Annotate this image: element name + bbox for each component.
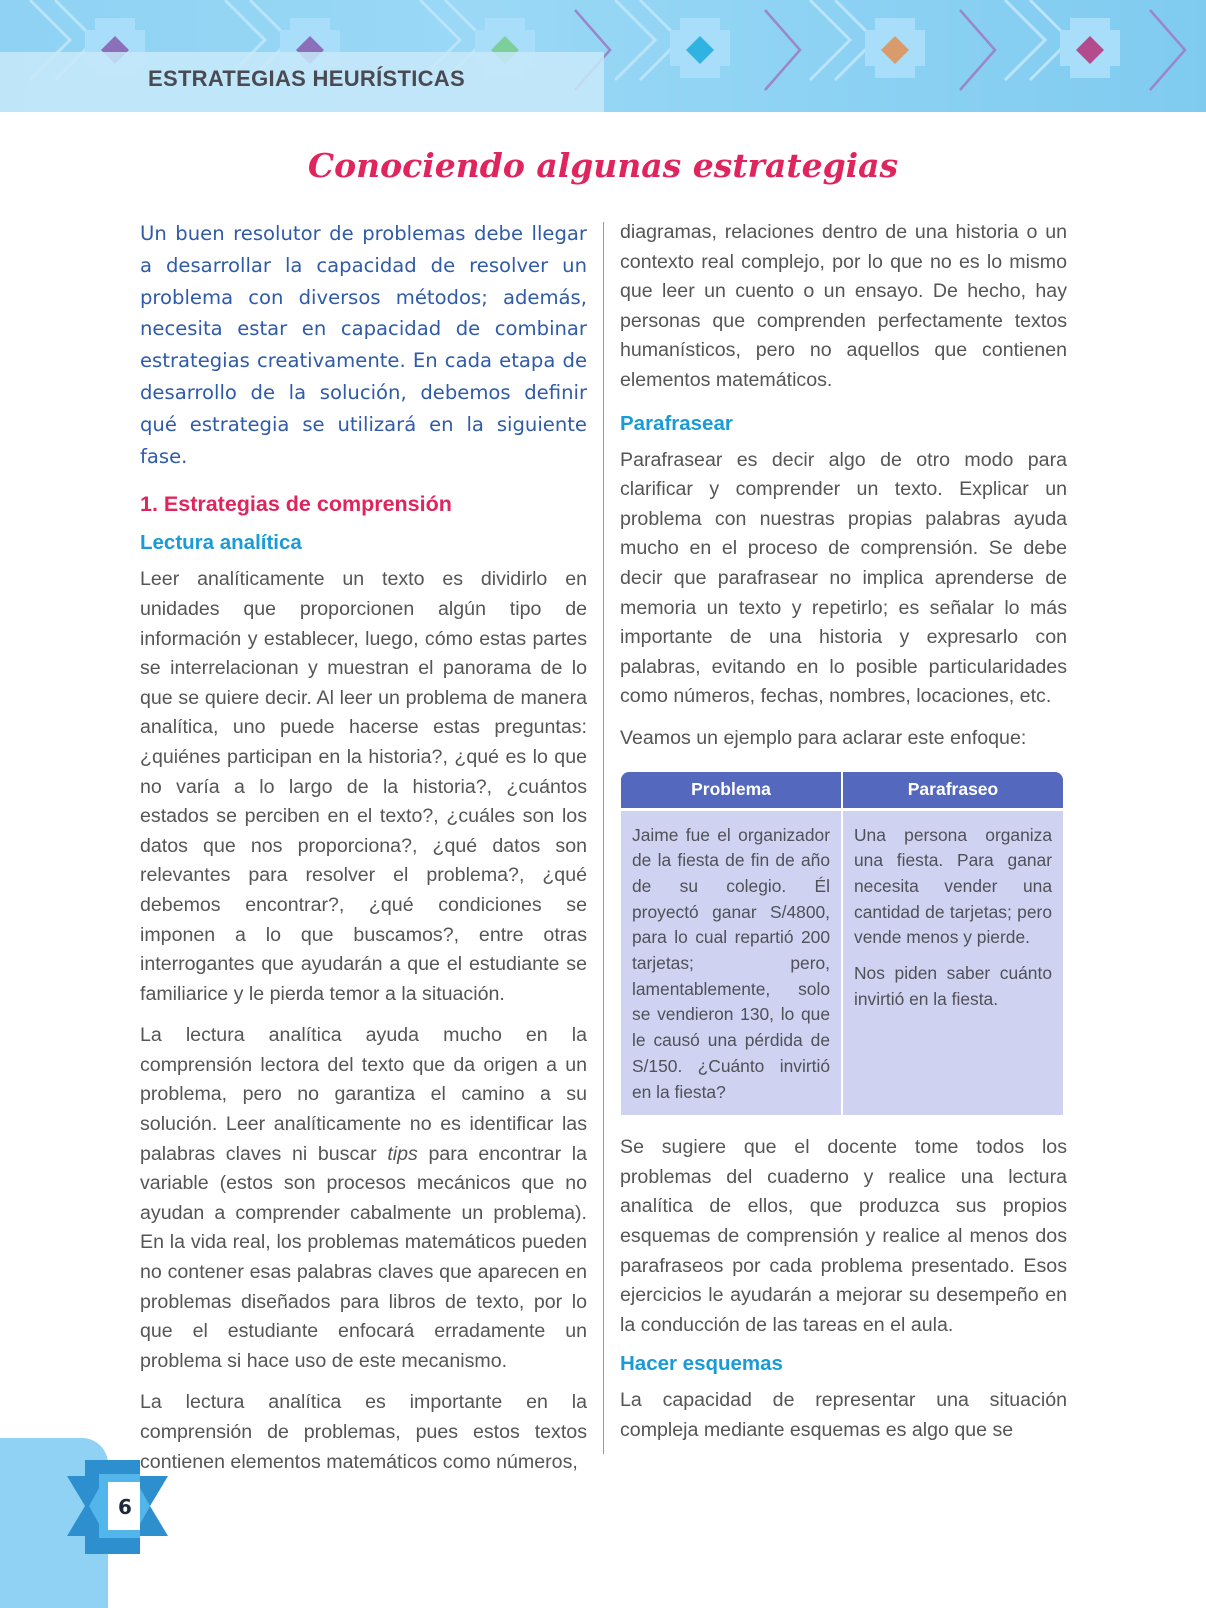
paragraph-parafrasear: Parafrasear es decir algo de otro modo para clarificar y comprender un texto. Explicar un problema con nuestras propias palabras ayuda mucho en el proceso de comprensión. Se debe decir que parafrasear no implica aprenderse de memoria un texto y repetirlo; es señalar lo más importante de una historia y expresarlo con palabras, evitando en lo posible particularidades como números, fechas, nombres, locaciones, etc. <box>620 448 1067 708</box>
left-column <box>140 218 587 1477</box>
paragraph-lectura-2 <box>140 1021 587 1376</box>
page-title: Conociendo algunas estrategias <box>307 146 899 185</box>
table-cell-problema <box>621 808 843 1116</box>
table-header-problema: Problema <box>621 772 843 808</box>
section-title: ESTRATEGIAS HEURÍSTICAS <box>148 66 465 91</box>
paragraph-lectura-2-part-b: para encontrar la variable (estos son procesos mecánicos que no ayudan a comprender cabalmente un problema). En la vida real, los problemas matemáticos pueden no contener esas palabras claves que aparecen en problemas diseñados para libros de texto, por lo que el estudiante enfocará erradamente un problema si hace uso de este mecanismo. <box>140 1142 587 1372</box>
subheading-hacer-esquemas: Hacer esquemas <box>620 1352 783 1376</box>
right-column <box>620 218 1067 1446</box>
parafraseo-text-2: Nos piden saber cuánto invirtió en la fiesta. <box>854 963 1052 1009</box>
page-number: 6 <box>118 1495 132 1519</box>
table-cell-parafraseo <box>843 808 1063 1116</box>
intro-paragraph: Un buen resolutor de problemas debe llegar a desarrollar la capacidad de resolver un problema con diversos métodos; además, necesita estar en capacidad de combinar estrategias creativamente. En cada etapa de desarrollo de la solución, debemos definir qué estrategia se utilizará en la siguiente fase. <box>140 222 587 468</box>
problema-text: Jaime fue el organizador de la fiesta de fin de año de su colegio. Él proyectó ganar S/4800, para lo cual repartió 200 tarjetas; pero, lamentablemente, solo se vendieron 130, lo que le causó una pérdida de S/150. ¿Cuánto invirtió en la fiesta? <box>632 824 830 1102</box>
column-divider <box>603 222 604 1454</box>
subheading-lectura-analitica: Lectura analítica <box>140 531 302 555</box>
footer-tab <box>0 1438 108 1608</box>
paragraph-continued: diagramas, relaciones dentro de una historia o un contexto real complejo, por lo que no es lo mismo que leer un cuento o un ensayo. De hecho, hay personas que comprenden perfectamente textos humanísticos, pero no aquellos que contienen elementos matemáticos. <box>620 221 1067 391</box>
table-row <box>621 808 1063 1116</box>
table-header-row <box>621 772 1063 808</box>
parafraseo-text-1: Una persona organiza una fiesta. Para ganar necesita vender una cantidad de tarjetas; pero vende menos y pierde. <box>854 824 1052 948</box>
table-header-parafraseo: Parafraseo <box>843 772 1063 808</box>
paragraph-esquemas: La capacidad de representar una situación compleja mediante esquemas es algo que se <box>620 1389 1067 1441</box>
tips-word: tips <box>387 1142 418 1165</box>
subheading-parafrasear: Parafrasear <box>620 411 733 435</box>
paragraph-sugiere: Se sugiere que el docente tome todos los problemas del cuaderno y realice una lectura analítica de ellos, que produzca sus propios esquemas de comprensión y realice al menos dos parafraseos por cada problema presentado. Esos ejercicios le ayudarán a mejorar su desempeño en la conducción de las tareas en el aula. <box>620 1136 1067 1336</box>
heading-estrategias-comprension: 1. Estrategias de comprensión <box>140 492 452 517</box>
page-number-badge-icon <box>0 1458 170 1568</box>
paragraph-lectura-3: La lectura analítica es importante en la comprensión de problemas, pues estos textos contienen elementos matemáticos como números, <box>140 1391 587 1473</box>
paraphrase-table <box>621 772 1063 1116</box>
paragraph-lectura-2-part-a: La lectura analítica ayuda mucho en la comprensión lectora del texto que da origen a un problema, pero no garantiza el camino a su solución. Leer analíticamente no es identificar las palabras claves ni buscar <box>140 1024 587 1165</box>
paragraph-ejemplo: Veamos un ejemplo para aclarar este enfoque: <box>620 726 1027 749</box>
paragraph-lectura-1: Leer analíticamente un texto es dividirlo en unidades que proporcionen algún tipo de información y establecer, luego, cómo estas partes se interrelacionan y muestran el panorama de lo que se quiere decir. Al leer un problema de manera analítica, uno puede hacerse estas preguntas: ¿quiénes participan en la historia?, ¿qué es lo que no varía a lo largo de la historia?, ¿cuántos estados se perciben en el texto?, ¿cuáles son los datos que nos proporciona?, ¿qué datos son relevantes para resolver el problema?, ¿qué debemos encontrar?, ¿qué condiciones se imponen a lo que buscamos?, entre otras interrogantes que ayudarán a que el estudiante se familiarice y le pierda temor a la situación. <box>140 568 587 1005</box>
header-band <box>0 0 1206 112</box>
